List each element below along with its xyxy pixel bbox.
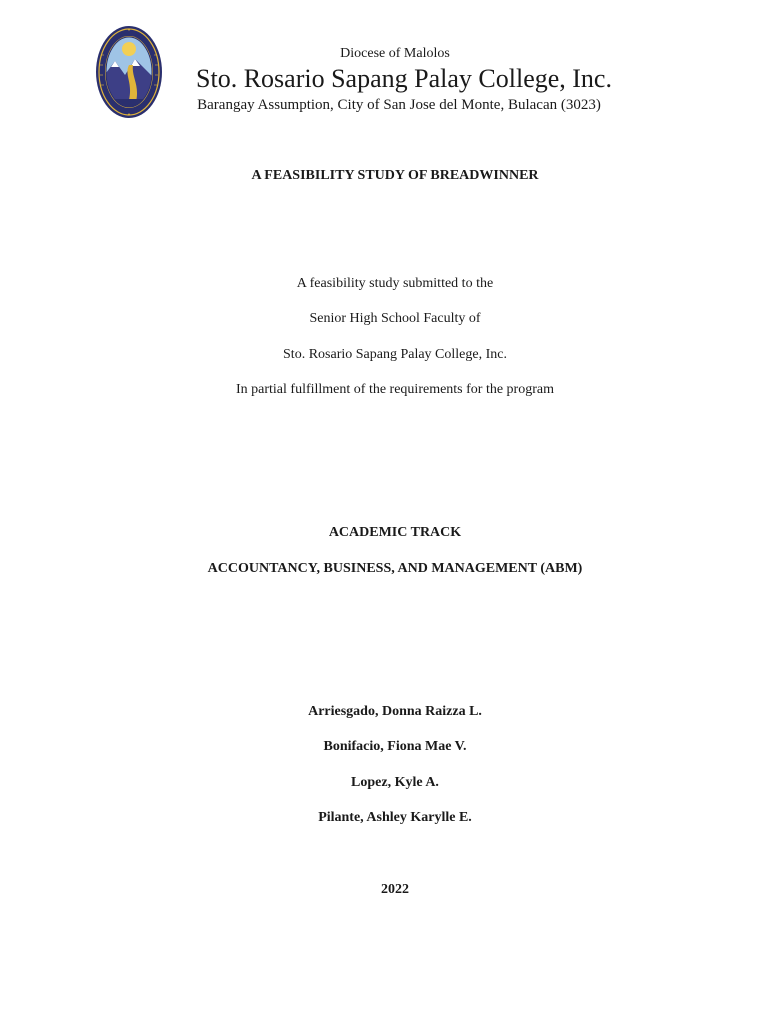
submission-line: In partial fulfillment of the requirements for the program [235, 382, 554, 397]
author-name: Lopez, Kyle A. [351, 775, 439, 790]
author-name: Arriesgado, Donna Raizza L. [308, 704, 482, 719]
author-name: Bonifacio, Fiona Mae V. [323, 739, 467, 754]
submission-line: Senior High School Faculty of [309, 311, 481, 326]
college-name: Sto. Rosario Sapang Palay College, Inc. [196, 64, 612, 93]
academic-track: ACADEMIC TRACK [328, 525, 462, 540]
study-title: A FEASIBILITY STUDY OF BREADWINNER [251, 168, 539, 183]
college-address: Barangay Assumption, City of San Jose del Monte, Bulacan (3023) [197, 97, 601, 113]
diocese-line: Diocese of Malolos [340, 46, 450, 61]
strand-name: ACCOUNTANCY, BUSINESS, AND MANAGEMENT (ABM) [207, 561, 583, 576]
submission-year: 2022 [381, 882, 409, 897]
submission-line: Sto. Rosario Sapang Palay College, Inc. [283, 347, 507, 362]
submission-line: A feasibility study submitted to the [296, 276, 494, 291]
author-name: Pilante, Ashley Karylle E. [318, 810, 472, 825]
